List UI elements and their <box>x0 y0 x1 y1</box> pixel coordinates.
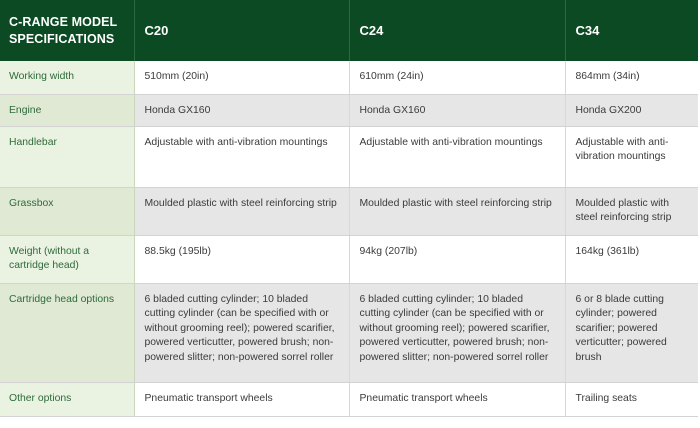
table-row-other-options <box>0 382 698 416</box>
model-header-c20: C20 <box>134 0 349 61</box>
table-row-handlebar <box>0 126 698 187</box>
row-label: Handlebar <box>0 126 134 187</box>
cell-c20: 510mm (20in) <box>134 61 349 94</box>
row-label: Engine <box>0 94 134 126</box>
row-label: Weight (without a cartridge head) <box>0 235 134 283</box>
cell-c34: 864mm (34in) <box>565 61 698 94</box>
cell-c24: 6 bladed cutting cylinder; 10 bladed cutting cylinder (can be specified with or without grooming reel); powered scarifier, powered verticutter, powered brush; non-powered slitter; non-powered sorrel roller <box>349 283 565 382</box>
cell-c24: 94kg (207lb) <box>349 235 565 283</box>
cell-c24: Honda GX160 <box>349 94 565 126</box>
model-header-c24: C24 <box>349 0 565 61</box>
cell-c20: 88.5kg (195lb) <box>134 235 349 283</box>
table-header-row <box>0 0 698 61</box>
cell-c24: Pneumatic transport wheels <box>349 382 565 416</box>
cell-c34: Honda GX200 <box>565 94 698 126</box>
cell-c34: Moulded plastic with steel reinforcing strip <box>565 187 698 235</box>
row-label: Cartridge head options <box>0 283 134 382</box>
cell-c20: Adjustable with anti-vibration mountings <box>134 126 349 187</box>
cell-c34: 6 or 8 blade cutting cylinder; powered scarifier; powered verticutter; powered brush <box>565 283 698 382</box>
table-row-grassbox <box>0 187 698 235</box>
cell-c34: 164kg (361lb) <box>565 235 698 283</box>
table-row-working-width <box>0 61 698 94</box>
cell-c34: Trailing seats <box>565 382 698 416</box>
cell-c24: Moulded plastic with steel reinforcing strip <box>349 187 565 235</box>
cell-c34: Adjustable with anti-vibration mountings <box>565 126 698 187</box>
cell-c24: 610mm (24in) <box>349 61 565 94</box>
cell-c20: Moulded plastic with steel reinforcing strip <box>134 187 349 235</box>
cell-c20: Pneumatic transport wheels <box>134 382 349 416</box>
cell-c20: 6 bladed cutting cylinder; 10 bladed cutting cylinder (can be specified with or without grooming reel); powered scarifier, powered verticutter, powered brush; non-powered slitter; non-powered sorrel roller <box>134 283 349 382</box>
row-label: Grassbox <box>0 187 134 235</box>
table-row-engine <box>0 94 698 126</box>
corner-header: C-RANGE MODEL SPECIFICATIONS <box>0 0 134 61</box>
row-label: Working width <box>0 61 134 94</box>
table-row-cartridge-head-options <box>0 283 698 382</box>
model-header-c34: C34 <box>575 23 600 38</box>
cell-c24: Adjustable with anti-vibration mountings <box>349 126 565 187</box>
table-row-weight <box>0 235 698 283</box>
cell-c20: Honda GX160 <box>134 94 349 126</box>
row-label: Other options <box>0 382 134 416</box>
